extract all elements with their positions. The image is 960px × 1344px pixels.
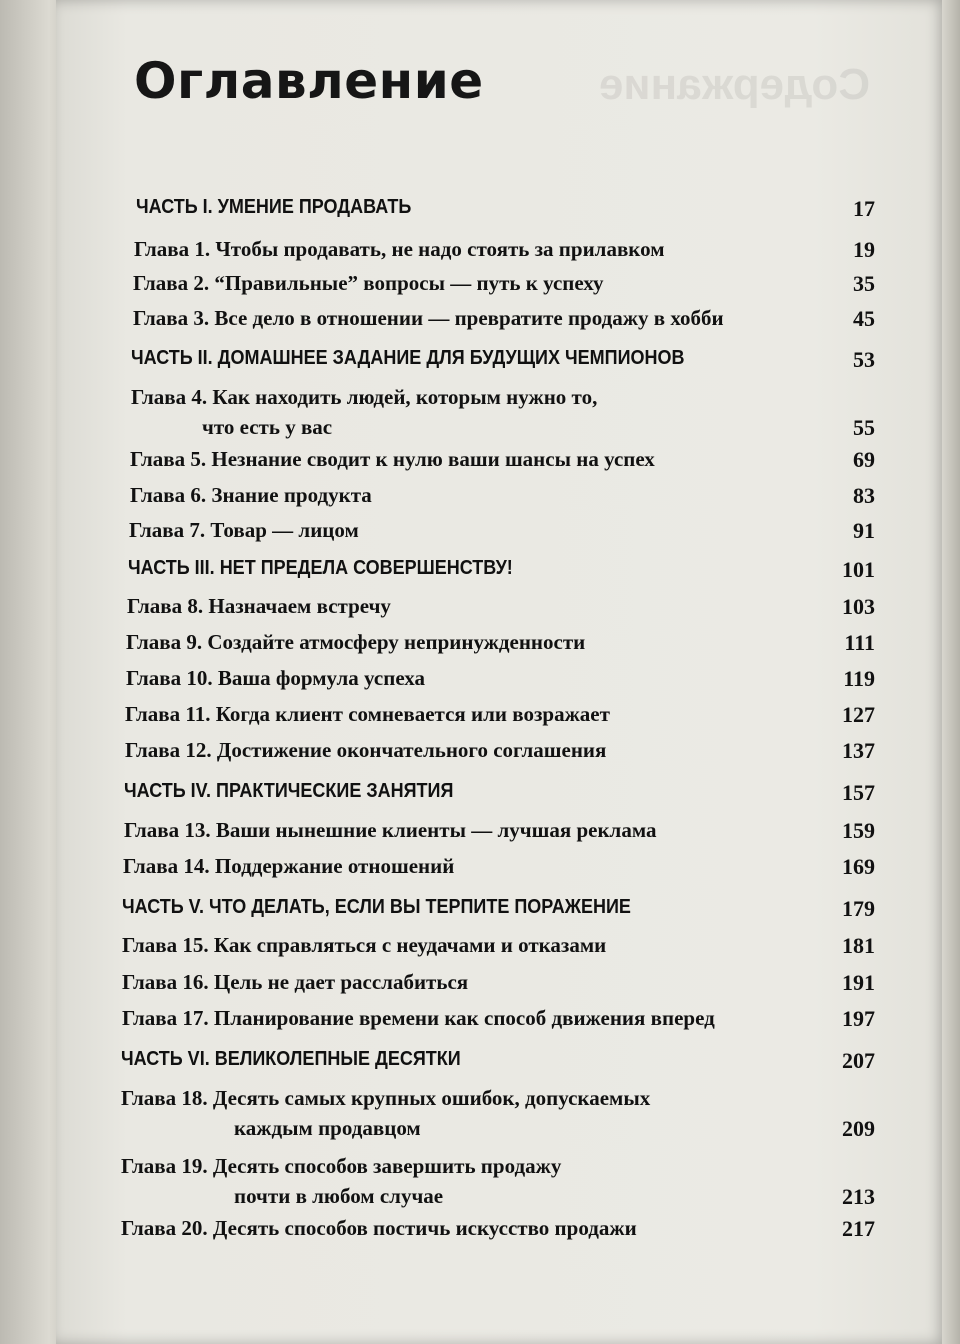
entry-title: Глава 16. Цель не дает расслабиться [122,970,469,994]
page-number: 91 [853,518,875,543]
entry-title: Глава 20. Десять способов постичь искусство продажи [121,1216,637,1240]
page-number: 101 [842,557,875,582]
page-number: 137 [842,738,875,763]
entry-title: Глава 12. Достижение окончательного соглашения [125,738,607,762]
part-entry [122,896,875,932]
entry-title: Глава 6. Знание продукта [130,483,372,507]
entry-title: Глава 10. Ваша формула успеха [126,666,425,690]
page-title: Оглавление [134,52,484,110]
page-number: 157 [842,780,875,805]
part-entry [124,780,875,816]
page-number: 83 [853,483,875,508]
chapter-entry [123,854,875,890]
entry-title: Глава 8. Назначаем встречу [127,594,391,618]
page-number: 217 [842,1216,875,1241]
entry-title: Глава 4. Как находить людей, которым нужно то, [131,385,598,409]
part-entry [136,196,875,232]
chapter-entry [129,518,875,554]
chapter-entry [130,483,875,519]
chapter-entry [133,306,875,342]
chapter-entry [121,1216,875,1252]
entry-title: Глава 11. Когда клиент сомневается или возражает [125,702,610,726]
entry-title: ЧАСТЬ I. УМЕНИЕ ПРОДАВАТЬ [136,196,412,218]
chapter-entry [122,1006,875,1042]
entry-title: Глава 5. Незнание сводит к нулю ваши шансы на успех [130,447,655,471]
page-number: 169 [842,854,875,879]
entry-title-continuation: почти в любом случае [234,1184,444,1208]
entry-title: ЧАСТЬ V. ЧТО ДЕЛАТЬ, ЕСЛИ ВЫ ТЕРПИТЕ ПОРАЖЕНИЕ [122,896,631,918]
entry-title: Глава 19. Десять способов завершить продажу [121,1154,562,1178]
page-number: 35 [853,271,875,296]
page-number: 209 [842,1116,875,1141]
chapter-entry [126,666,875,702]
page-number: 69 [853,447,875,472]
entry-title: Глава 9. Создайте атмосферу непринужденности [126,630,586,654]
part-entry [131,347,875,383]
chapter-entry [124,818,875,854]
page-number: 191 [842,970,875,995]
page-number: 19 [853,237,875,262]
page-number: 53 [853,347,875,372]
page-number: 17 [853,196,875,221]
show-through-text: Содержание [598,60,870,109]
entry-title: Глава 3. Все дело в отношении — превратите продажу в хобби [133,306,724,330]
chapter-entry [122,933,875,969]
chapter-entry [130,447,875,483]
entry-title: Глава 15. Как справляться с неудачами и отказами [122,933,607,957]
chapter-entry [127,594,875,630]
entry-title: ЧАСТЬ VI. ВЕЛИКОЛЕПНЫЕ ДЕСЯТКИ [121,1048,461,1070]
entry-title-continuation: что есть у вас [202,415,333,439]
chapter-entry [126,630,875,666]
page-number: 181 [842,933,875,958]
part-entry [128,557,875,593]
entry-title: Глава 1. Чтобы продавать, не надо стоять за прилавком [134,237,665,261]
page-number: 55 [853,415,875,440]
chapter-entry [134,237,875,273]
entry-title: Глава 14. Поддержание отношений [123,854,455,878]
page-number: 45 [853,306,875,331]
entry-title: ЧАСТЬ III. НЕТ ПРЕДЕЛА СОВЕРШЕНСТВУ! [128,557,513,579]
page-number: 111 [844,630,875,655]
chapter-entry [125,702,875,738]
entry-title: Глава 17. Планирование времени как способ движения вперед [122,1006,715,1030]
entry-title: Глава 13. Ваши нынешние клиенты — лучшая реклама [124,818,657,842]
entry-title-continuation: каждым продавцом [234,1116,421,1140]
chapter-entry [131,385,875,440]
page-number: 119 [843,666,875,691]
entry-title: ЧАСТЬ IV. ПРАКТИЧЕСКИЕ ЗАНЯТИЯ [124,780,454,802]
page-number: 213 [842,1184,875,1209]
entry-title: Глава 7. Товар — лицом [129,518,359,542]
page-number: 197 [842,1006,875,1031]
entry-title: ЧАСТЬ II. ДОМАШНЕЕ ЗАДАНИЕ ДЛЯ БУДУЩИХ ЧЕМПИОНОВ [131,347,685,369]
page-number: 207 [842,1048,875,1073]
page-number: 159 [842,818,875,843]
chapter-entry [121,1086,875,1141]
chapter-entry [122,970,875,1006]
chapter-entry [133,271,875,307]
page-number: 179 [842,896,875,921]
chapter-entry [125,738,875,774]
page-number: 127 [842,702,875,727]
chapter-entry [121,1154,875,1209]
page-number: 103 [842,594,875,619]
entry-title: Глава 2. “Правильные” вопросы — путь к успеху [133,271,604,295]
entry-title: Глава 18. Десять самых крупных ошибок, допускаемых [121,1086,651,1110]
part-entry [121,1048,875,1084]
